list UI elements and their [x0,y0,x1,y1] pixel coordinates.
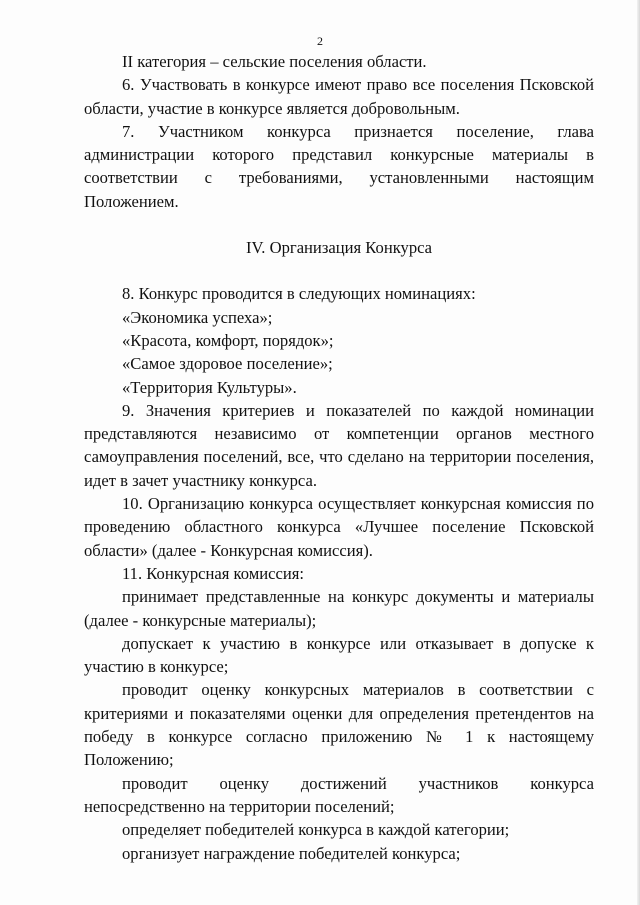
commission-duty: организует награждение победителей конкурса; [122,843,461,863]
commission-duty: проводит оценку конкурсных материалов в соответствии с критериями и показателями оценки для определения претендентов на победу в конкурсе согласно приложению № 1 к настоящему Положению; [84,680,594,770]
page-number: 2 [317,34,323,48]
nomination-item: «Территория Культуры». [122,377,297,397]
commission-duty: допускает к участию в конкурсе или отказывает в допуске к участию в конкурсе; [84,633,594,677]
nomination-item: «Красота, комфорт, порядок»; [122,330,334,350]
paragraph-category-ii: II категория – сельские поселения области. [122,52,427,71]
commission-duty: проводит оценку достижений участников конкурса непосредственно на территории поселений; [84,773,594,816]
commission-duty: определяет победителей конкурса в каждой категории; [122,820,510,840]
paragraph-item-7: 7. Участником конкурса признается поселение, глава администрации которого представил конкурсные материалы в соответствии с требованиями, установленными настоящим Положением. [84,121,594,211]
paragraph-item-10: 10. Организацию конкурса осуществляет конкурсная комиссия по проведению областного конкурса «Лучшее поселение Псковской области» (далее - Конкурсная комиссия). [84,494,594,560]
paragraph-item-8: 8. Конкурс проводится в следующих номинациях: [122,284,476,304]
nomination-item: «Экономика успеха»; [122,307,273,327]
document-body [84,50,594,865]
commission-duty: принимает представленные на конкурс документы и материалы (далее - конкурсные материалы); [84,587,594,630]
paragraph-item-9: 9. Значения критериев и показателей по каждой номинации представляются независимо от компетенции органов местного самоуправления поселений, все, что сделано на территории поселения, идет в зачет участнику конкурса. [84,400,594,490]
nomination-item: «Самое здоровое поселение»; [122,354,333,374]
paragraph-item-6: 6. Участвовать в конкурсе имеют право все поселения Псковской области, участие в конкурсе является добровольным. [84,75,594,118]
section-heading: IV. Организация Конкурса [245,238,433,258]
paragraph-item-11: 11. Конкурсная комиссия: [122,563,304,583]
